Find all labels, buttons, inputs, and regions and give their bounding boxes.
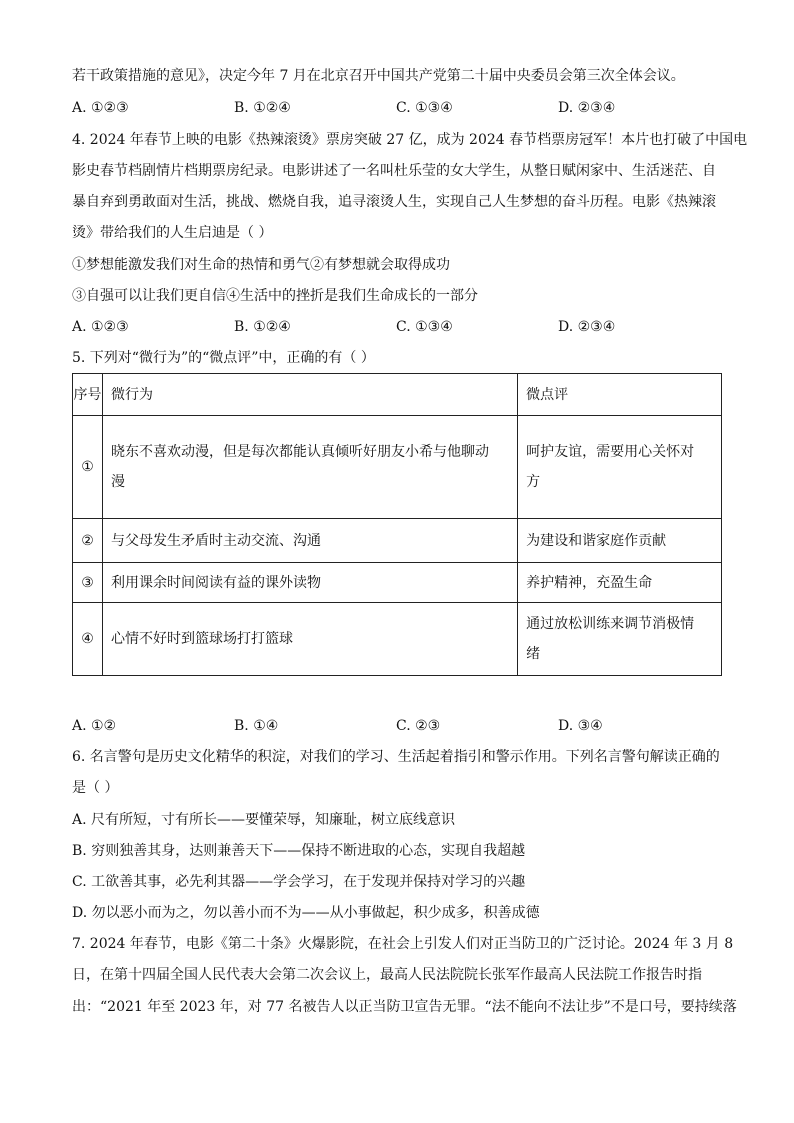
q6-stem-line: 是（ ）	[72, 780, 119, 796]
q5-option-c[interactable]: C. ②③	[396, 718, 441, 734]
q6-option-b[interactable]: B. 穷则独善其身，达则兼善天下——保持不断进取的心态，实现自我超越	[72, 843, 526, 859]
table-row	[73, 603, 722, 676]
q3-option-c[interactable]: C. ①③④	[396, 100, 453, 116]
row-number: ③	[73, 563, 103, 603]
q7-stem-line: 出：“2021 年至 2023 年，对 77 名被告人以正当防卫宣告无罪。“法不能向不法让步”不是口号，要持续落	[72, 999, 737, 1015]
q4-item-line: ③自强可以让我们更自信④生活中的挫折是我们生命成长的一部分	[72, 288, 478, 304]
q5-option-b[interactable]: B. ①④	[234, 718, 279, 734]
row-behavior	[103, 416, 518, 519]
header-cell: 微行为	[103, 374, 518, 416]
q4-option-d[interactable]: D. ②③④	[558, 319, 616, 335]
q6-stem-line: 6. 名言警句是历史文化精华的积淀，对我们的学习、生活起着指引和警示作用。下列名言警句解读正确的	[72, 749, 720, 765]
q6-option-c[interactable]: C. 工欲善其事，必先利其器——学会学习，在于发现并保持对学习的兴趣	[72, 874, 526, 890]
table-row	[73, 416, 722, 519]
table-row	[73, 563, 722, 603]
row-comment	[518, 603, 722, 676]
q4-options	[72, 317, 722, 337]
q5-option-d[interactable]: D. ③④	[558, 718, 603, 734]
row-behavior: 心情不好时到篮球场打打篮球	[103, 603, 518, 676]
header-cell: 微点评	[518, 374, 722, 416]
row-behavior: 与父母发生矛盾时主动交流、沟通	[103, 519, 518, 563]
cell-line: 漫	[111, 474, 126, 490]
cell-line: 绪	[526, 646, 541, 662]
q4-stem-line: 烫》带给我们的人生启迪是（ ）	[72, 225, 273, 241]
q3-stem-tail: 若干政策措施的意见》，决定今年 7 月在北京召开中国共产党第二十届中央委员会第三次全体会议。	[72, 68, 685, 84]
q7-stem-line: 7. 2024 年春节，电影《第二十条》火爆影院，在社会上引发人们对正当防卫的广泛讨论。2024 年 3 月 8	[72, 936, 734, 952]
row-number: ②	[73, 519, 103, 563]
q5-option-a[interactable]: A. ①②	[72, 718, 117, 734]
q4-option-a[interactable]: A. ①②③	[72, 319, 129, 335]
q5-stem: 5. 下列对“微行为”的“微点评”中，正确的有（ ）	[72, 350, 375, 366]
q4-item-line: ①梦想能激发我们对生命的热情和勇气②有梦想就会取得成功	[72, 257, 450, 273]
q5-table	[72, 373, 722, 676]
row-number: ④	[73, 603, 103, 676]
q4-option-c[interactable]: C. ①③④	[396, 319, 453, 335]
row-comment	[518, 416, 722, 519]
row-comment: 养护精神，充盈生命	[518, 563, 722, 603]
q4-stem-line: 4. 2024 年春节上映的电影《热辣滚烫》票房突破 27 亿，成为 2024 春节档票房冠军！本片也打破了中国电	[72, 132, 748, 148]
cell-line: 方	[526, 474, 541, 490]
table-header-row	[73, 374, 722, 416]
header-cell: 序号	[73, 374, 103, 416]
q6-option-a[interactable]: A. 尺有所短，寸有所长——要懂荣辱，知廉耻，树立底线意识	[72, 812, 456, 828]
q3-option-b[interactable]: B. ①②④	[234, 100, 291, 116]
q4-stem-line: 暴自弃到勇敢面对生活，挑战、燃烧自我，追寻滚烫人生，实现自己人生梦想的奋斗历程。电影《热辣滚	[72, 194, 716, 210]
q3-option-d[interactable]: D. ②③④	[558, 100, 616, 116]
q4-stem-line: 影史春节档剧情片档期票房纪录。电影讲述了一名叫杜乐莹的女大学生，从整日赋闲家中、生活迷茫、自	[72, 163, 716, 179]
cell-line: 晓东不喜欢动漫，但是每次都能认真倾听好朋友小希与他聊动	[111, 444, 490, 460]
cell-line: 呵护友谊，需要用心关怀对	[526, 444, 695, 460]
q7-stem-line: 日，在第十四届全国人民代表大会第二次会议上，最高人民法院院长张军作最高人民法院工作报告时指	[72, 967, 702, 983]
q3-option-a[interactable]: A. ①②③	[72, 100, 129, 116]
q5-options	[72, 716, 722, 736]
row-number: ①	[73, 416, 103, 519]
q6-option-d[interactable]: D. 勿以恶小而为之，勿以善小而不为——从小事做起，积少成多，积善成德	[72, 905, 540, 921]
row-comment: 为建设和谐家庭作贡献	[518, 519, 722, 563]
q4-option-b[interactable]: B. ①②④	[234, 319, 291, 335]
q3-options	[72, 98, 722, 118]
cell-line: 通过放松训练来调节消极情	[526, 616, 695, 632]
table-row	[73, 519, 722, 563]
row-behavior: 利用课余时间阅读有益的课外读物	[103, 563, 518, 603]
